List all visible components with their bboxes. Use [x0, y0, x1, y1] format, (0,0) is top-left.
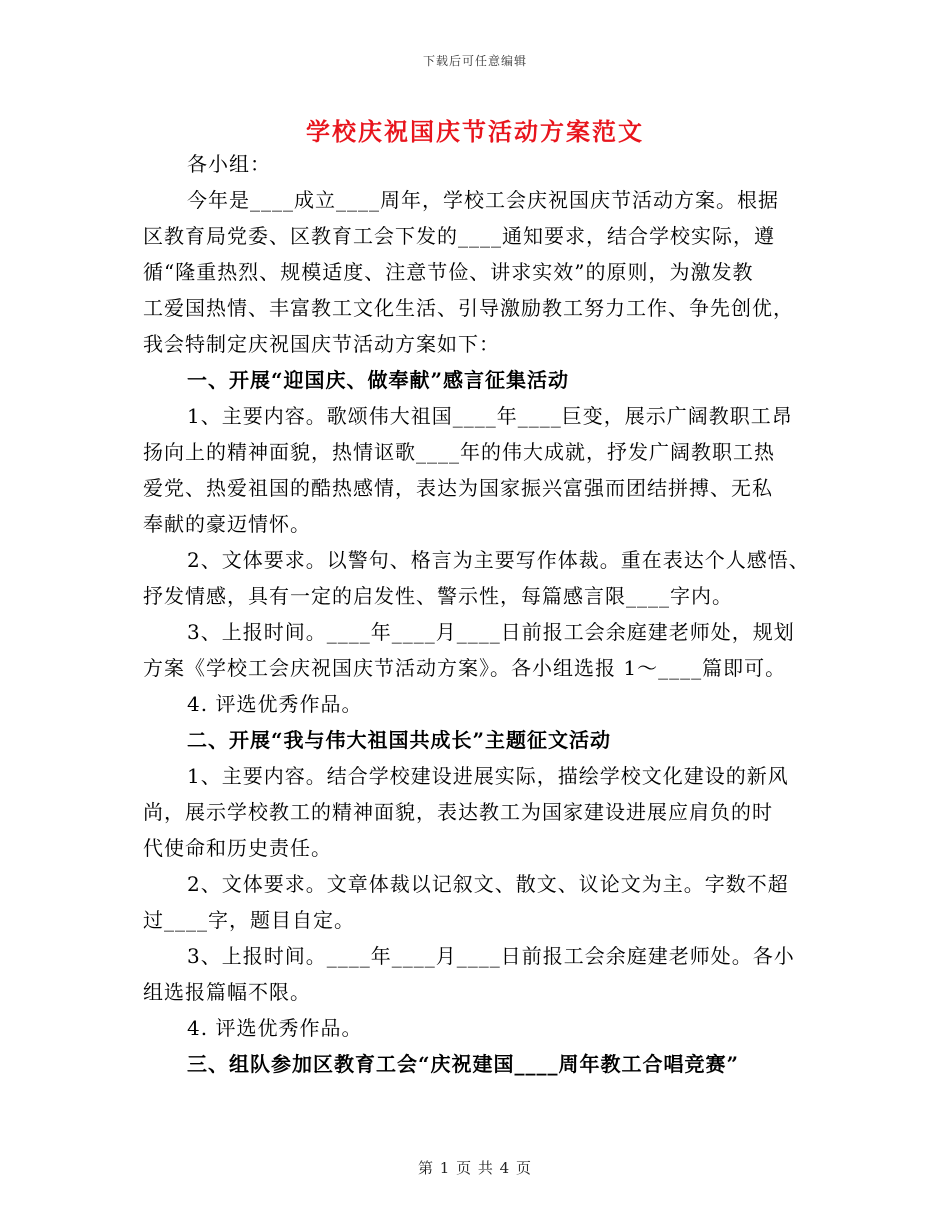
- paragraph-line: 3、上报时间。____年____月____日前报工会余庭建老师处，规划: [187, 620, 795, 644]
- paragraph-line: 2、文体要求。文章体裁以记叙文、散文、议论文为主。字数不超: [187, 872, 789, 896]
- document-body: [143, 146, 823, 1082]
- section-heading-1: 一、开展“迎国庆、做奉献”感言征集活动: [187, 368, 570, 392]
- paragraph-line: 组选报篇幅不限。: [143, 980, 311, 1004]
- paragraph-line: 抒发情感，具有一定的启发性、警示性，每篇感言限____字内。: [143, 584, 733, 608]
- page-number-footer: 第 1 页 共 4 页: [418, 1159, 532, 1177]
- paragraph-line: 尚，展示学校教工的精神面貌，表达教工为国家建设进展应肩负的时: [143, 800, 773, 824]
- paragraph-line: 4. 评选优秀作品。: [187, 1016, 363, 1040]
- paragraph-line: 方案《学校工会庆祝国庆节活动方案》。各小组选报 1～____篇即可。: [143, 656, 787, 680]
- paragraph-line: 3、上报时间。____年____月____日前报工会余庭建老师处。各小: [187, 944, 795, 968]
- paragraph-line: 今年是____成立____周年，学校工会庆祝国庆节活动方案。根据: [187, 188, 779, 212]
- paragraph-line: 工爱国热情、丰富教工文化生活、引导激励教工努力工作、争先创优，: [143, 296, 794, 320]
- section-heading-3: 三、组队参加区教育工会“庆祝建国____周年教工合唱竞赛”: [187, 1052, 740, 1076]
- paragraph-line: 2、文体要求。以警句、格言为主要写作体裁。重在表达个人感悟、: [187, 548, 810, 572]
- paragraph-line: 我会特制定庆祝国庆节活动方案如下：: [143, 332, 500, 356]
- paragraph-line: 循“隆重热烈、规模适度、注意节俭、讲求实效”的原则，为激发教: [143, 260, 754, 284]
- paragraph-line: 过____字，题目自定。: [143, 908, 355, 932]
- paragraph-line: 1、主要内容。结合学校建设进展实际，描绘学校文化建设的新风: [187, 764, 789, 788]
- paragraph-line: 爱党、热爱祖国的酷热感情，表达为国家振兴富强而团结拼搏、无私: [143, 476, 773, 500]
- document-title: 学校庆祝国庆节活动方案范文: [306, 117, 644, 146]
- section-heading-2: 二、开展“我与伟大祖国共成长”主题征文活动: [187, 728, 612, 752]
- salutation: 各小组：: [187, 152, 271, 176]
- paragraph-line: 奉献的豪迈情怀。: [143, 512, 311, 536]
- paragraph-line: 1、主要内容。歌颂伟大祖国____年____巨变，展示广阔教职工昂: [187, 404, 793, 428]
- header-note: 下载后可任意编辑: [422, 54, 527, 68]
- paragraph-line: 4. 评选优秀作品。: [187, 692, 363, 716]
- paragraph-line: 代使命和历史责任。: [143, 836, 332, 860]
- paragraph-line: 区教育局党委、区教育工会下发的____通知要求，结合学校实际，遵: [143, 224, 775, 248]
- paragraph-line: 扬向上的精神面貌，热情讴歌____年的伟大成就，抒发广阔教职工热: [143, 440, 775, 464]
